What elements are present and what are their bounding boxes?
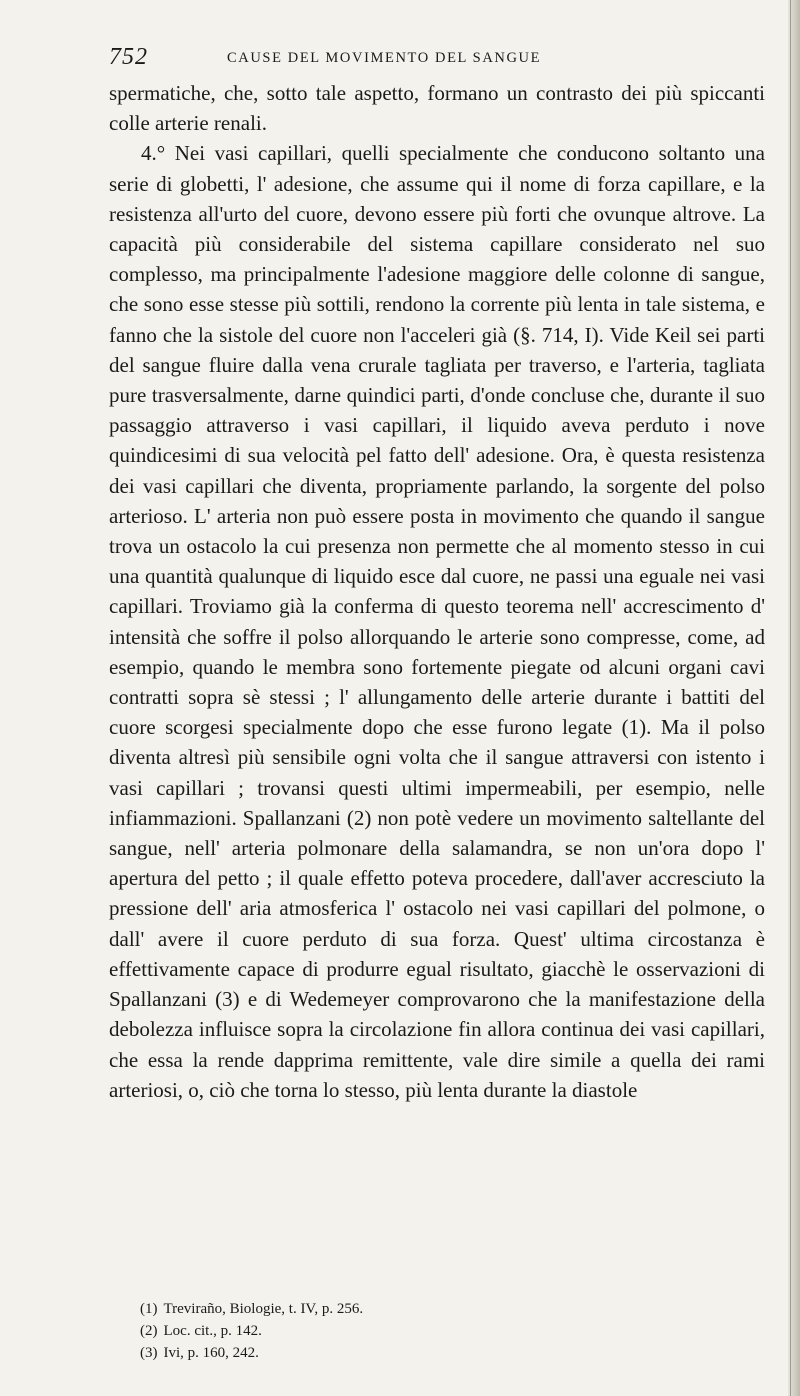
page-number: 752 — [109, 44, 148, 70]
footnotes — [140, 1298, 740, 1364]
footnote-text: Treviraño, Biologie, t. IV, p. 256. — [163, 1301, 364, 1317]
footnote-3 — [140, 1342, 740, 1364]
footnote-text: Loc. cit., p. 142. — [163, 1323, 262, 1339]
footnote-number: (1) — [140, 1301, 158, 1317]
running-head: CAUSE DEL MOVIMENTO DEL SANGUE — [227, 50, 542, 66]
page-header — [109, 44, 765, 72]
paragraph-4: 4.° Nei vasi capillari, quelli specialmente che conducono soltanto una serie di globetti, l' adesione, che assume qui il nome di forza capillare, e la resistenza all'urto del cuore, devono essere più forti che ovunque altrove. La capacità più considerabile del sistema capillare considerato nel suo complesso, ma principalmente l'adesione maggiore delle colonne di sangue, che sono esse stesse più sottili, rendono la corrente più lenta in tale sistema, e fanno che la sistole del cuore non l'acceleri già (§. 714, I). Vide Keil sei parti del sangue fluire dalla vena crurale tagliata per traverso, e l'arteria, tagliata pure trasversalmente, darne quindici parti, d'onde concluse che, durante il suo passaggio attraverso i vasi capillari, il liquido aveva perduto i nove quindicesimi di sua velocità pel fatto dell' adesione. Ora, è questa resistenza dei vasi capillari che diventa, propriamente parlando, la sorgente del polso arterioso. L' arteria non può essere posta in movimento che quando il sangue trova un ostacolo la cui presenza non permette che al momento stesso in cui una quantità qualunque di liquido esce dal cuore, ne passi una eguale nei vasi capillari. Troviamo già la conferma di questo teorema nell' accrescimento d' intensità che soffre il polso allorquando le arterie sono compresse, come, ad esempio, quando le membra sono fortemente piegate od alcuni organi cavi contratti sopra sè stessi ; l' allungamento delle arterie durante i battiti del cuore scorgesi specialmente dopo che esse furono legate (1). Ma il polso diventa altresì più sensibile ogni volta che il sangue attraversi con istento i vasi capillari ; trovansi questi ultimi impermeabili, per esempio, nelle infiammazioni. Spallanzani (2) non potè vedere un movimento saltellante del sangue, nell' arteria polmonare della salamandra, se non un'ora dopo l' apertura del petto ; il quale effetto poteva procedere, dall'aver accresciuto la pressione dell' aria atmosferica l' ostacolo nei vasi capillari del polmone, o dall' avere il cuore perduto di sua forza. Quest' ultima circostanza è effettivamente capace di produrre egual risultato, giacchè le osservazioni di Spallanzani (3) e di Wedemeyer comprovarono che la manifestazione della debolezza influisce sopra la circolazione fin allora continua dei vasi capillari, che essa la rende dapprima remittente, vale dire simile a quella dei rami arteriosi, o, ciò che torna lo stesso, più lenta durante la diastole — [109, 141, 765, 1102]
continuation-paragraph: spermatiche, che, sotto tale aspetto, formano un contrasto dei più spiccanti colle arterie renali. — [109, 81, 765, 136]
body-text — [109, 78, 765, 1105]
footnote-number: (2) — [140, 1323, 158, 1339]
page-edge-line — [790, 0, 791, 1396]
footnote-text: Ivi, p. 160, 242. — [163, 1345, 259, 1361]
footnote-2 — [140, 1320, 740, 1342]
footnote-1 — [140, 1298, 740, 1320]
footnote-number: (3) — [140, 1345, 158, 1361]
